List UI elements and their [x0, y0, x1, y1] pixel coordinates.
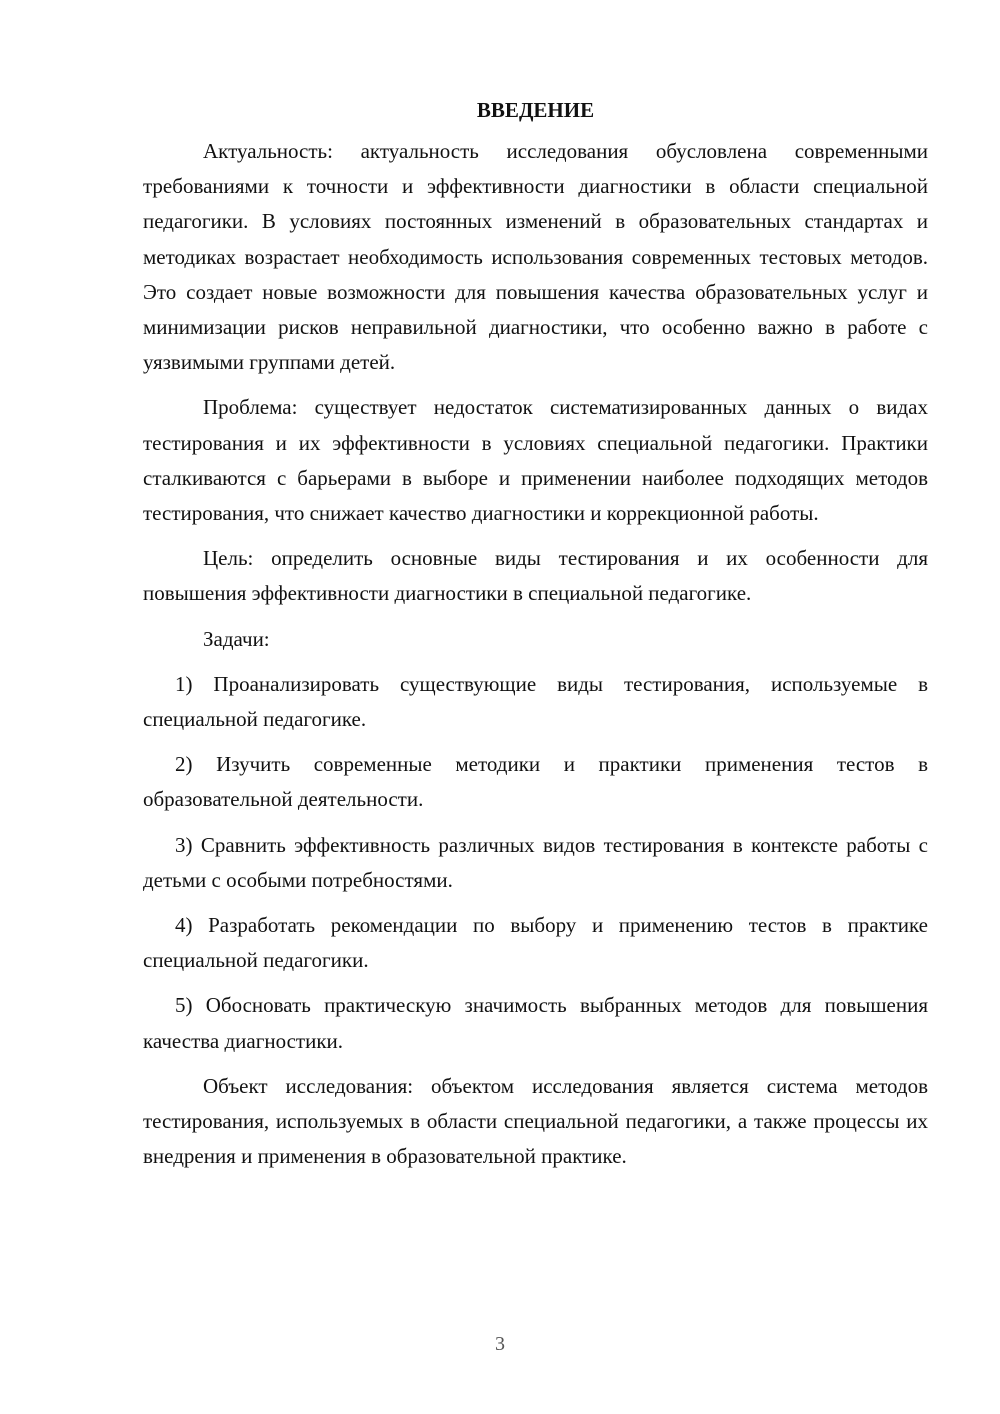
- goal-paragraph: Цель: определить основные виды тестирования и их особенности для повышения эффективности диагностики в специальной педагогике.: [143, 546, 928, 606]
- section-title: ВВЕДЕНИЕ: [476, 98, 595, 122]
- tasks-heading: Задачи:: [203, 626, 270, 651]
- task-item-1: 1) Проанализировать существующие виды тестирования, используемые в специальной педагогике.: [143, 671, 928, 732]
- task-item-3: 3) Сравнить эффективность различных видов тестирования в контексте работы с детьми с особыми потребностями.: [143, 832, 928, 892]
- problem-paragraph: Проблема: существует недостаток систематизированных данных о видах тестирования и их эффективности в условиях специальной педагогики. Практики сталкиваются с барьерами в выборе и применении наиболее подходящих методов тестирования, что снижает качество диагностики и коррекционной работы.: [143, 395, 928, 526]
- task-item-4: 4) Разработать рекомендации по выбору и применению тестов в практике специальной педагогики.: [143, 913, 928, 973]
- relevance-paragraph: Актуальность: актуальность исследования обусловлена современными требованиями к точности и эффективности диагностики в области специальной педагогики. В условиях постоянных изменений в образовательных стандартах и методиках возрастает необходимость использования современных тестовых методов. Это создает новые возможности для повышения качества образовательных услуг и минимизации рисков неправильной диагностики, что особенно важно в работе с уязвимыми группами детей.: [143, 139, 928, 375]
- object-paragraph: Объект исследования: объектом исследования является система методов тестирования, используемых в области специальной педагогики, а также процессы их внедрения и применения в образовательной практике.: [143, 1073, 928, 1169]
- document-body: [143, 92, 928, 1184]
- page-number: 3: [495, 1333, 505, 1355]
- task-item-2: 2) Изучить современные методики и практики применения тестов в образовательной деятельности.: [143, 752, 928, 812]
- task-item-5: 5) Обосновать практическую значимость выбранных методов для повышения качества диагностики.: [143, 993, 928, 1053]
